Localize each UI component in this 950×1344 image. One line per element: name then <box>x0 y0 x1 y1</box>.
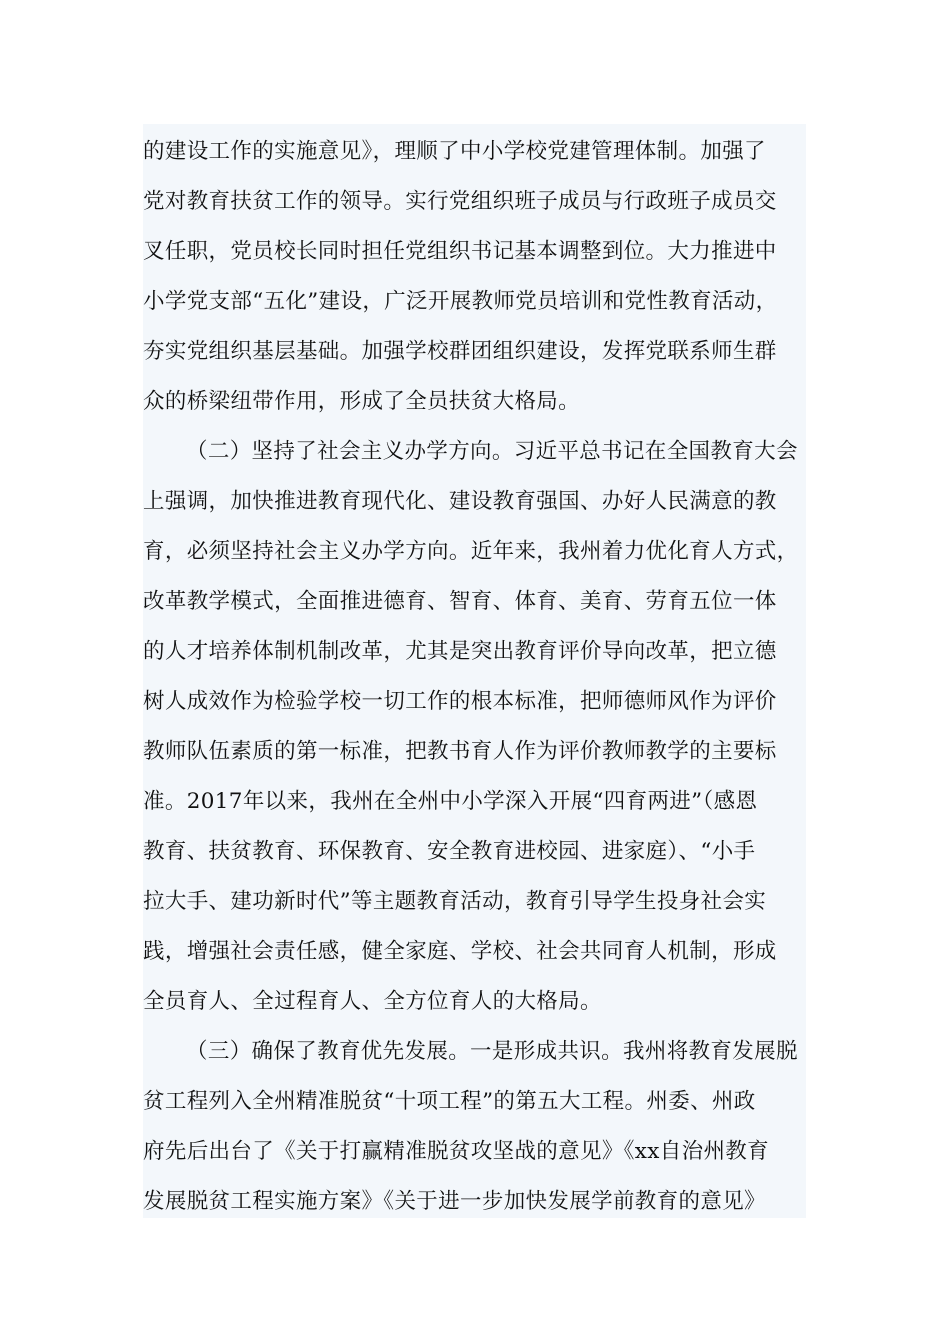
text-line: 改革教学模式，全面推进德育、智育、体育、美育、劳育五位一体 <box>143 589 777 614</box>
text-line: 发展脱贫工程实施方案》《关于进一步加快发展学前教育的意见》 <box>143 1189 766 1214</box>
text-line: 树人成效作为检验学校一切工作的根本标准，把师德师风作为评价 <box>143 689 777 714</box>
paragraph-start-line: （三）确保了教育优先发展。一是形成共识。我州将教育发展脱 <box>186 1039 798 1064</box>
document-body <box>143 124 806 1218</box>
paragraph-start-line: （二）坚持了社会主义办学方向。习近平总书记在全国教育大会 <box>186 439 798 464</box>
text-line: 府先后出台了《关于打赢精准脱贫攻坚战的意见》《xx自治州教育 <box>143 1139 770 1164</box>
text-line: 全员育人、全过程育人、全方位育人的大格局。 <box>143 989 602 1014</box>
text-line: 贫工程列入全州精准脱贫“十项工程”的第五大工程。州委、州政 <box>143 1089 756 1114</box>
text-line: 教育、扶贫教育、环保教育、安全教育进校园、进家庭）、“小手 <box>143 839 756 864</box>
text-line: 育，必须坚持社会主义办学方向。近年来，我州着力优化育人方式， <box>143 539 799 564</box>
text-line: 夯实党组织基层基础。加强学校群团组织建设，发挥党联系师生群 <box>143 339 777 364</box>
text-line: 准。2017年以来，我州在全州中小学深入开展“四育两进”（感恩 <box>143 789 758 814</box>
text-line: 众的桥梁纽带作用，形成了全员扶贫大格局。 <box>143 389 581 414</box>
text-line: 党对教育扶贫工作的领导。实行党组织班子成员与行政班子成员交 <box>143 189 777 214</box>
text-line: 小学党支部“五化”建设，广泛开展教师党员培训和党性教育活动， <box>143 289 778 314</box>
text-line: 教师队伍素质的第一标准，把教书育人作为评价教师教学的主要标 <box>143 739 777 764</box>
text-line: 上强调，加快推进教育现代化、建设教育强国、办好人民满意的教 <box>143 489 777 514</box>
text-line: 叉任职，党员校长同时担任党组织书记基本调整到位。大力推进中 <box>143 239 777 264</box>
text-line: 拉大手、建功新时代”等主题教育活动，教育引导学生投身社会实 <box>143 889 767 914</box>
text-line: 的建设工作的实施意见》，理顺了中小学校党建管理体制。加强了 <box>143 139 766 164</box>
text-line: 践，增强社会责任感，健全家庭、学校、社会共同育人机制，形成 <box>143 939 777 964</box>
text-line: 的人才培养体制机制改革，尤其是突出教育评价导向改革，把立德 <box>143 639 777 664</box>
